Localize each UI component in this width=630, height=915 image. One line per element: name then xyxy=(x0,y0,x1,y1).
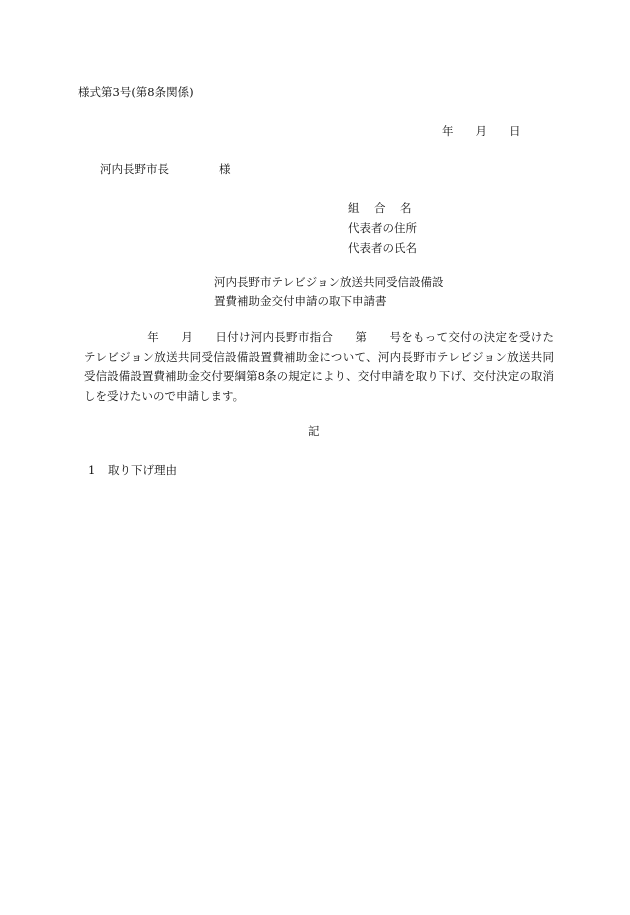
title-line-2: 置費補助金交付申請の取下申請書 xyxy=(214,294,387,308)
date-year: 年 xyxy=(442,124,454,138)
body-year: 年 xyxy=(147,330,160,344)
item-label: 取り下げ理由 xyxy=(108,463,177,477)
date-month: 月 xyxy=(475,124,487,138)
item-number: 1 xyxy=(88,463,96,477)
addressee xyxy=(100,162,231,176)
applicant-block xyxy=(348,198,417,258)
title-line-1: 河内長野市テレビジョン放送共同受信設備設 xyxy=(214,275,444,289)
body-part-1: 日付け河内長野市指合 xyxy=(215,330,334,344)
addressee-name: 河内長野市長 xyxy=(100,162,169,176)
body-part-3: 号をもって交付の決定を受けたテレビジョン放送共同受信設備設置費補助金について、河内長野市テレビジョン放送共同受信設備設置費補助金交付要綱第8条の規定により、交付申請を取り下げ、交付決定の取消しを受けたいので申請します。 xyxy=(84,330,555,403)
body-paragraph xyxy=(84,328,554,406)
representative-name-label: 代表者の氏名 xyxy=(348,241,417,255)
representative-address-label: 代表者の住所 xyxy=(348,221,417,235)
item-reason xyxy=(88,463,177,477)
date-line xyxy=(442,124,521,138)
body-month: 月 xyxy=(181,330,194,344)
addressee-honorific: 様 xyxy=(219,162,231,176)
union-name-label: 組 合 名 xyxy=(348,201,412,215)
ki-heading: 記 xyxy=(308,424,320,438)
form-number: 様式第3号(第8条関係) xyxy=(78,85,194,99)
body-part-2: 第 xyxy=(355,330,368,344)
document-title xyxy=(214,273,444,311)
date-day: 日 xyxy=(509,124,521,138)
